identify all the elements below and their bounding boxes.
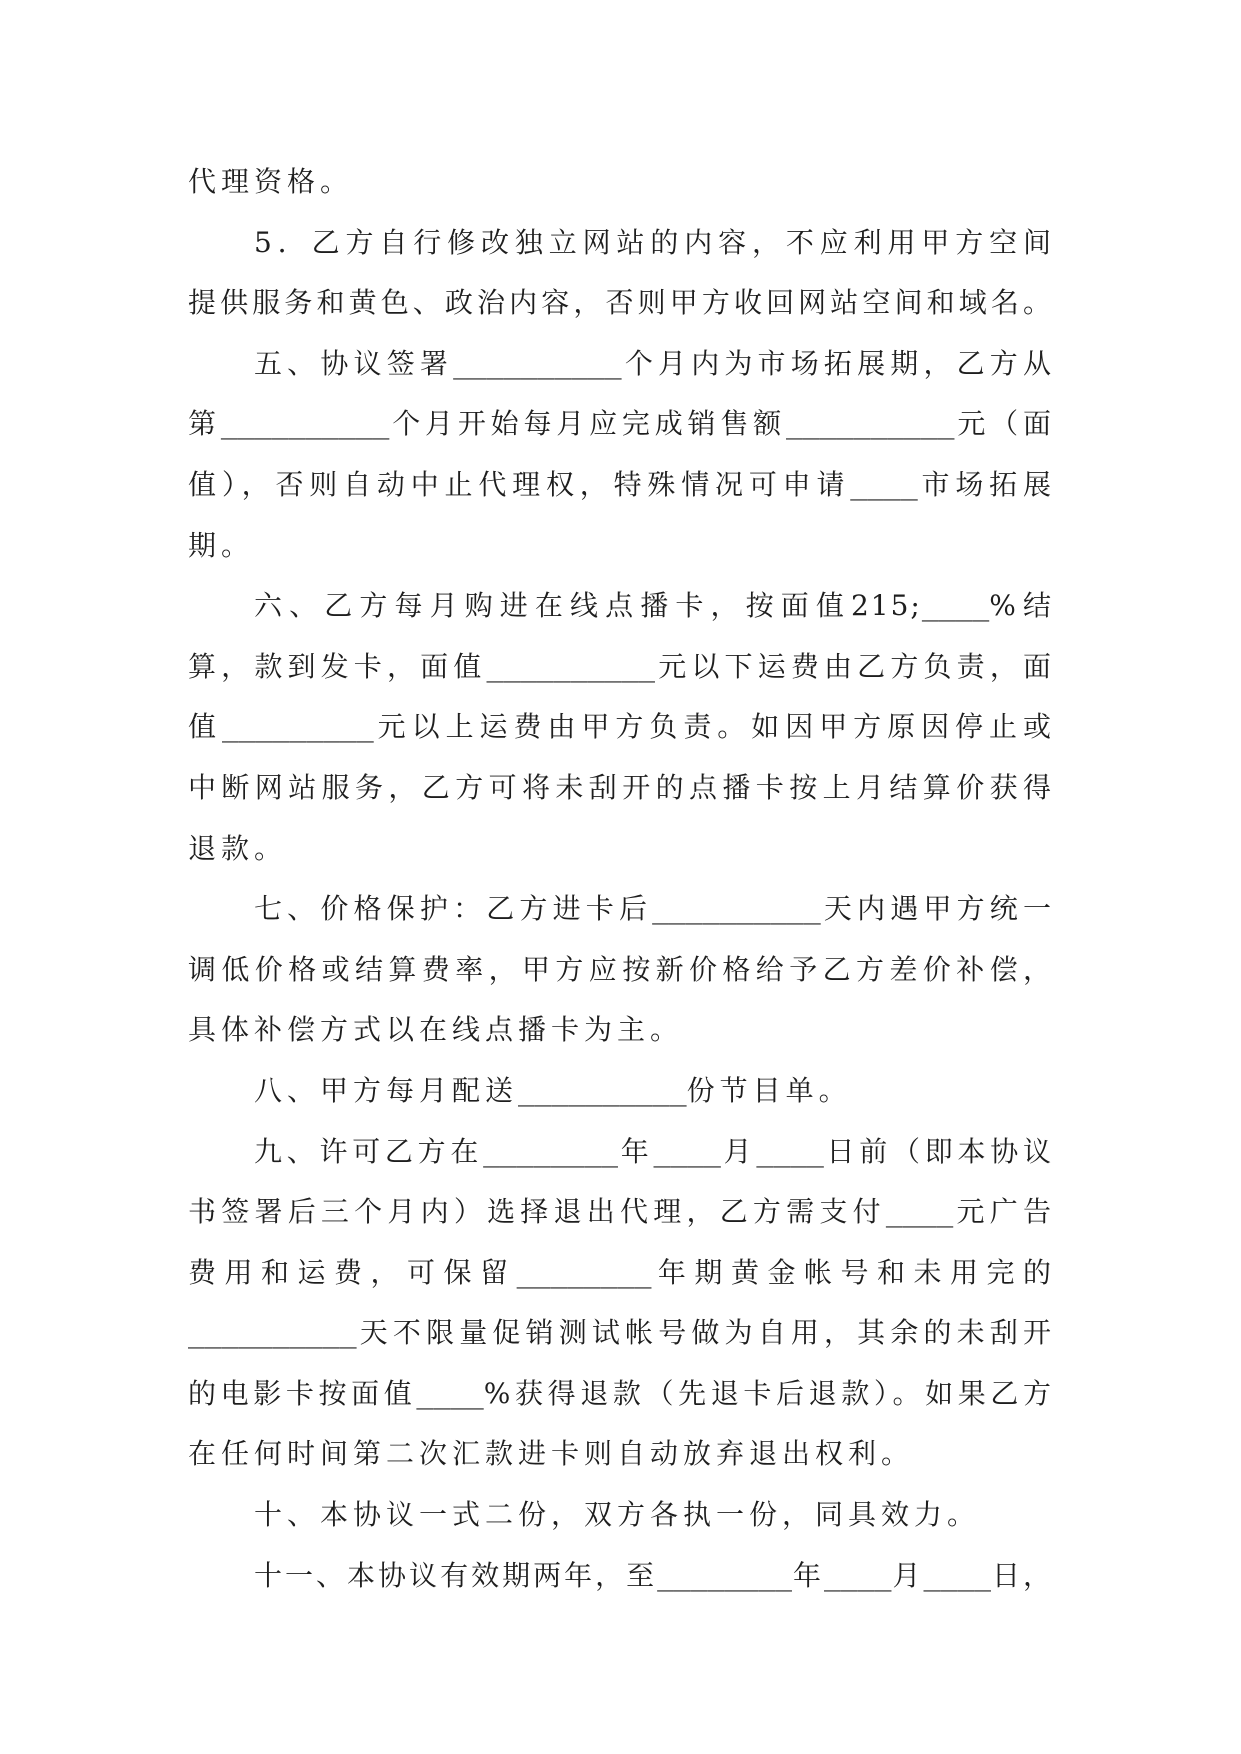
blank-field: ____ — [921, 589, 990, 623]
paragraph — [188, 576, 1053, 879]
text-line: 退款。 — [188, 831, 288, 865]
paragraph — [188, 1061, 1053, 1122]
blank-field: ____ — [824, 1558, 892, 1592]
text-line: 算，款到发卡，面值__________元以下运费由乙方负责，面 — [188, 649, 1053, 683]
text-line: __________天不限量促销测试帐号做为自用，其余的未刮开 — [188, 1316, 1053, 1350]
blank-field: __________ — [188, 1316, 357, 1350]
text-line: 十、本协议一式二份，双方各执一份，同具效力。 — [254, 1498, 981, 1532]
blank-field: ________ — [483, 1134, 618, 1168]
text-line: 七、价格保护：乙方进卡后__________天内遇甲方统一 — [254, 892, 1053, 926]
blank-field: ____ — [850, 467, 918, 501]
blank-field: ____ — [756, 1134, 824, 1168]
blank-field: __________ — [486, 649, 656, 683]
paragraph — [188, 213, 1053, 334]
text-line: 在任何时间第二次汇款进卡则自动放弃退出权利。 — [188, 1437, 915, 1471]
paragraph — [188, 879, 1053, 1061]
blank-field: ____ — [653, 1134, 721, 1168]
text-line: 费用和运费，可保留________年期黄金帐号和未用完的 — [188, 1255, 1053, 1289]
text-line: 期。 — [188, 528, 255, 562]
text-line: 五、协议签署__________个月内为市场拓展期，乙方从 — [254, 346, 1053, 380]
paragraph — [188, 152, 1053, 213]
document-body — [188, 152, 1053, 1606]
text-line: 具体补偿方式以在线点播卡为主。 — [188, 1013, 684, 1047]
text-line: 书签署后三个月内）选择退出代理，乙方需支付____元广告 — [188, 1195, 1053, 1229]
blank-field: __________ — [220, 407, 390, 441]
text-line: 代理资格。 — [188, 165, 354, 198]
text-line: 的电影卡按面值____%获得退款（先退卡后退款）。如果乙方 — [188, 1376, 1053, 1410]
text-line: 六、乙方每月购进在线点播卡，按面值215;____%结 — [254, 589, 1053, 623]
text-line: 中断网站服务，乙方可将未刮开的点播卡按上月结算价获得 — [188, 770, 1053, 804]
text-line: 提供服务和黄色、政治内容，否则甲方收回网站空间和域名。 — [188, 286, 1053, 320]
blank-field: __________ — [518, 1073, 687, 1107]
text-line: 值），否则自动中止代理权，特殊情况可申请____市场拓展 — [188, 467, 1053, 501]
blank-field: __________ — [652, 892, 821, 926]
text-line: 九、许可乙方在________年____月____日前（即本协议 — [254, 1134, 1053, 1168]
text-line: 八、甲方每月配送__________份节目单。 — [254, 1073, 852, 1107]
blank-field: ________ — [657, 1558, 792, 1592]
blank-field: __________ — [453, 346, 622, 380]
blank-field: ____ — [923, 1558, 991, 1592]
text-line: 值_________元以上运费由甲方负责。如因甲方原因停止或 — [188, 710, 1053, 744]
text-line: 十一、本协议有效期两年，至________年____月____日， — [254, 1558, 1053, 1592]
paragraph — [188, 1122, 1053, 1486]
paragraph — [188, 334, 1053, 576]
blank-field: _________ — [221, 710, 374, 744]
blank-field: __________ — [785, 407, 955, 441]
blank-field: ____ — [885, 1195, 954, 1229]
paragraph — [188, 1546, 1053, 1607]
text-line: 调低价格或结算费率，甲方应按新价格给予乙方差价补偿， — [188, 952, 1053, 986]
text-line: 第__________个月开始每月应完成销售额__________元（面 — [188, 407, 1053, 441]
blank-field: ____ — [416, 1376, 484, 1410]
blank-field: ________ — [516, 1255, 652, 1289]
text-line: 5．乙方自行修改独立网站的内容，不应利用甲方空间 — [254, 225, 1053, 259]
paragraph — [188, 1485, 1053, 1546]
